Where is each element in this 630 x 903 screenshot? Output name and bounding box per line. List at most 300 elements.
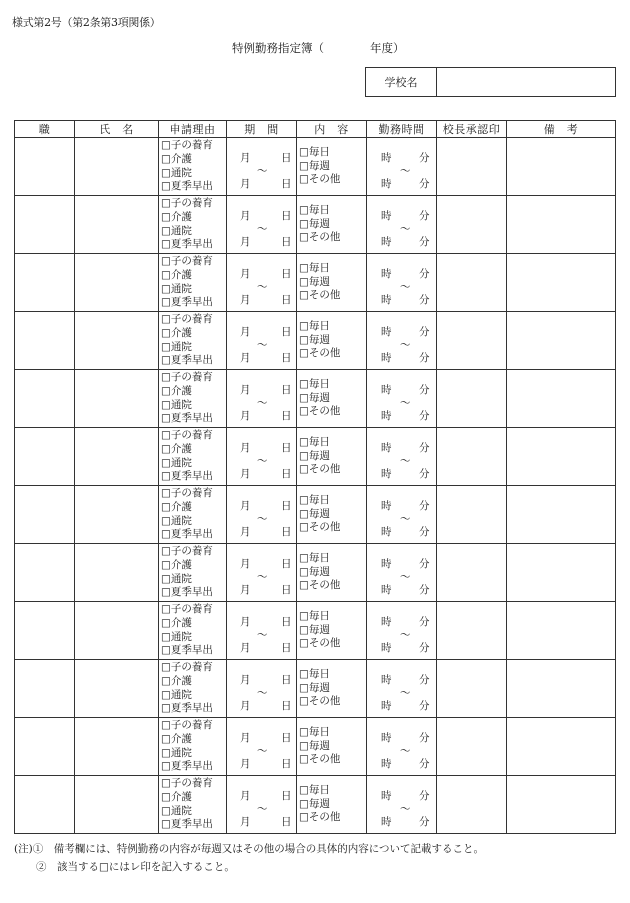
reason-options[interactable] [159,777,226,832]
period-cell[interactable] [227,138,297,196]
period-start-day: 日 [281,790,292,802]
period-fields[interactable] [227,370,296,427]
hours-end-minute: 分 [419,178,430,190]
reason-cell[interactable] [159,196,227,254]
hours-fields[interactable] [367,544,436,601]
remarks-cell[interactable] [507,254,616,312]
header-name: 氏 名 [75,121,159,138]
period-end-day: 日 [281,410,292,422]
period-start-day: 日 [281,442,292,454]
period-end-month: 月 [240,526,251,538]
hours-start-hour: 時 [381,500,392,512]
content-cell[interactable] [297,254,367,312]
hours-cell[interactable] [367,196,437,254]
hours-cell[interactable] [367,486,437,544]
period-tilde: 〜 [257,745,268,757]
hours-end-hour: 時 [381,758,392,770]
table-row [15,776,616,834]
hours-fields[interactable] [367,718,436,775]
reason-cell[interactable] [159,138,227,196]
reason-option: □介護 [161,384,192,397]
period-fields[interactable] [227,486,296,543]
content-cell[interactable] [297,660,367,718]
principal-seal-cell[interactable] [437,718,507,776]
remarks-cell[interactable] [507,776,616,834]
period-end-month: 月 [240,294,251,306]
period-start-day: 日 [281,210,292,222]
content-options[interactable] [297,436,366,477]
period-cell[interactable] [227,312,297,370]
hours-cell[interactable] [367,138,437,196]
period-fields[interactable] [227,138,296,195]
remarks-cell[interactable] [507,138,616,196]
hours-cell[interactable] [367,254,437,312]
remarks-cell[interactable] [507,544,616,602]
table-row [15,718,616,776]
remarks-cell[interactable] [507,660,616,718]
content-cell[interactable] [297,138,367,196]
remarks-cell[interactable] [507,312,616,370]
period-cell[interactable] [227,428,297,486]
table-row [15,428,616,486]
reason-option: □介護 [161,790,192,803]
reason-option: □夏季早出 [161,760,213,773]
reason-option: □子の養育 [161,776,213,789]
period-tilde: 〜 [257,803,268,815]
period-start-day: 日 [281,326,292,338]
content-option: □毎週 [299,797,330,810]
content-option: □その他 [299,463,341,476]
period-start-month: 月 [240,500,251,512]
hours-tilde: 〜 [400,513,411,525]
period-fields[interactable] [227,718,296,775]
period-tilde: 〜 [257,571,268,583]
reason-cell[interactable] [159,370,227,428]
period-fields[interactable] [227,428,296,485]
remarks-cell[interactable] [507,196,616,254]
header-period: 期 間 [227,121,297,138]
header-principal-seal: 校長承認印 [437,121,507,138]
footnotes [14,840,484,876]
reason-option: □介護 [161,732,192,745]
reason-option: □通院 [161,166,192,179]
reason-options[interactable] [159,719,226,774]
content-option: □その他 [299,405,341,418]
period-end-day: 日 [281,178,292,190]
content-option: □毎日 [299,203,330,216]
period-end-month: 月 [240,468,251,480]
remarks-cell[interactable] [507,370,616,428]
header-content: 内 容 [297,121,367,138]
reason-option: □介護 [161,500,192,513]
content-options[interactable] [297,320,366,361]
hours-fields[interactable] [367,254,436,311]
reason-option: □子の養育 [161,138,213,151]
principal-seal-cell[interactable] [437,486,507,544]
hours-fields[interactable] [367,776,436,833]
content-option: □毎週 [299,449,330,462]
name-cell[interactable] [75,312,159,370]
reason-cell[interactable] [159,254,227,312]
position-cell[interactable] [15,196,75,254]
reason-option: □夏季早出 [161,702,213,715]
hours-start-minute: 分 [419,674,430,686]
content-cell[interactable] [297,486,367,544]
hours-cell[interactable] [367,660,437,718]
position-cell[interactable] [15,138,75,196]
reason-option: □通院 [161,746,192,759]
content-options[interactable] [297,378,366,419]
period-cell[interactable] [227,718,297,776]
table-row [15,312,616,370]
hours-tilde: 〜 [400,281,411,293]
period-cell[interactable] [227,776,297,834]
remarks-cell[interactable] [507,428,616,486]
content-options[interactable] [297,146,366,187]
reason-option: □子の養育 [161,312,213,325]
reason-option: □子の養育 [161,718,213,731]
reason-option: □介護 [161,674,192,687]
table-row [15,602,616,660]
reason-options[interactable] [159,371,226,426]
period-cell[interactable] [227,196,297,254]
content-options[interactable] [297,784,366,825]
period-tilde: 〜 [257,455,268,467]
position-cell[interactable] [15,602,75,660]
hours-end-minute: 分 [419,758,430,770]
period-start-month: 月 [240,152,251,164]
content-option: □毎週 [299,739,330,752]
period-end-day: 日 [281,526,292,538]
reason-option: □通院 [161,340,192,353]
content-option: □その他 [299,579,341,592]
content-option: □毎週 [299,507,330,520]
period-cell[interactable] [227,370,297,428]
period-fields[interactable] [227,544,296,601]
hours-start-hour: 時 [381,384,392,396]
content-options[interactable] [297,726,366,767]
content-option: □毎週 [299,217,330,230]
header-position: 職 [15,121,75,138]
name-cell[interactable] [75,776,159,834]
principal-seal-cell[interactable] [437,428,507,486]
reason-options[interactable] [159,255,226,310]
reason-option: □通院 [161,572,192,585]
hours-end-hour: 時 [381,584,392,596]
period-end-month: 月 [240,816,251,828]
table-row [15,138,616,196]
principal-seal-cell[interactable] [437,602,507,660]
period-start-day: 日 [281,674,292,686]
hours-start-minute: 分 [419,558,430,570]
hours-start-hour: 時 [381,442,392,454]
reason-options[interactable] [159,545,226,600]
content-options[interactable] [297,610,366,651]
reason-option: □夏季早出 [161,528,213,541]
content-option: □毎日 [299,667,330,680]
hours-start-minute: 分 [419,210,430,222]
hours-end-hour: 時 [381,642,392,654]
content-option: □毎週 [299,565,330,578]
reason-cell[interactable] [159,428,227,486]
position-cell[interactable] [15,428,75,486]
reason-option: □介護 [161,616,192,629]
remarks-cell[interactable] [507,602,616,660]
hours-tilde: 〜 [400,455,411,467]
content-cell[interactable] [297,312,367,370]
period-fields[interactable] [227,602,296,659]
table-row [15,544,616,602]
period-end-day: 日 [281,758,292,770]
content-cell[interactable] [297,544,367,602]
table-row [15,196,616,254]
content-option: □毎週 [299,623,330,636]
hours-cell[interactable] [367,312,437,370]
reason-option: □夏季早出 [161,644,213,657]
period-end-day: 日 [281,468,292,480]
content-options[interactable] [297,494,366,535]
content-option: □毎日 [299,261,330,274]
name-cell[interactable] [75,254,159,312]
hours-tilde: 〜 [400,687,411,699]
position-cell[interactable] [15,486,75,544]
name-cell[interactable] [75,196,159,254]
period-end-month: 月 [240,410,251,422]
period-tilde: 〜 [257,339,268,351]
name-cell[interactable] [75,602,159,660]
hours-fields[interactable] [367,138,436,195]
content-option: □毎日 [299,493,330,506]
content-options[interactable] [297,668,366,709]
reason-options[interactable] [159,661,226,716]
reason-cell[interactable] [159,544,227,602]
name-cell[interactable] [75,370,159,428]
hours-start-hour: 時 [381,790,392,802]
reason-option: □子の養育 [161,602,213,615]
title-main: 特例勤務指定簿（ [232,41,324,55]
content-cell[interactable] [297,776,367,834]
reason-option: □通院 [161,224,192,237]
hours-start-minute: 分 [419,268,430,280]
hours-start-minute: 分 [419,384,430,396]
position-cell[interactable] [15,776,75,834]
content-option: □毎週 [299,391,330,404]
period-end-day: 日 [281,584,292,596]
hours-end-minute: 分 [419,468,430,480]
content-cell[interactable] [297,602,367,660]
hours-end-minute: 分 [419,410,430,422]
table-header-row [15,121,616,138]
period-tilde: 〜 [257,629,268,641]
hours-fields[interactable] [367,196,436,253]
period-end-month: 月 [240,584,251,596]
hours-start-minute: 分 [419,616,430,628]
hours-end-hour: 時 [381,410,392,422]
content-cell[interactable] [297,428,367,486]
reason-options[interactable] [159,429,226,484]
header-reason: 申請理由 [159,121,227,138]
hours-start-hour: 時 [381,732,392,744]
period-start-month: 月 [240,210,251,222]
page-title [232,40,405,56]
reason-cell[interactable] [159,602,227,660]
hours-fields[interactable] [367,602,436,659]
hours-fields[interactable] [367,370,436,427]
principal-seal-cell[interactable] [437,660,507,718]
period-fields[interactable] [227,660,296,717]
hours-start-minute: 分 [419,326,430,338]
remarks-cell[interactable] [507,486,616,544]
reason-cell[interactable] [159,660,227,718]
table-row [15,254,616,312]
form-number: 様式第2号（第2条第3項関係） [12,16,161,29]
hours-cell[interactable] [367,718,437,776]
period-start-month: 月 [240,326,251,338]
period-end-month: 月 [240,758,251,770]
period-cell[interactable] [227,254,297,312]
school-name-label: 学校名 [366,68,437,96]
period-fields[interactable] [227,196,296,253]
reason-options[interactable] [159,139,226,194]
period-end-day: 日 [281,642,292,654]
principal-seal-cell[interactable] [437,776,507,834]
content-options[interactable] [297,552,366,593]
period-end-day: 日 [281,236,292,248]
reason-option: □子の養育 [161,370,213,383]
hours-start-minute: 分 [419,152,430,164]
reason-options[interactable] [159,313,226,368]
school-name-box [365,67,616,97]
principal-seal-cell[interactable] [437,544,507,602]
name-cell[interactable] [75,428,159,486]
period-start-day: 日 [281,152,292,164]
period-cell[interactable] [227,602,297,660]
content-cell[interactable] [297,718,367,776]
content-option: □毎日 [299,783,330,796]
period-cell[interactable] [227,660,297,718]
hours-fields[interactable] [367,660,436,717]
name-cell[interactable] [75,544,159,602]
period-fields[interactable] [227,312,296,369]
hours-end-minute: 分 [419,584,430,596]
hours-start-hour: 時 [381,152,392,164]
content-option: □その他 [299,347,341,360]
hours-cell[interactable] [367,602,437,660]
hours-end-minute: 分 [419,236,430,248]
name-cell[interactable] [75,660,159,718]
reason-cell[interactable] [159,718,227,776]
period-start-day: 日 [281,732,292,744]
content-option: □毎日 [299,435,330,448]
period-end-month: 月 [240,642,251,654]
hours-start-hour: 時 [381,210,392,222]
school-name-field[interactable] [437,68,615,96]
hours-cell[interactable] [367,776,437,834]
hours-tilde: 〜 [400,803,411,815]
name-cell[interactable] [75,718,159,776]
position-cell[interactable] [15,254,75,312]
principal-seal-cell[interactable] [437,196,507,254]
content-cell[interactable] [297,370,367,428]
hours-end-minute: 分 [419,294,430,306]
hours-fields[interactable] [367,312,436,369]
content-option: □その他 [299,753,341,766]
period-end-day: 日 [281,700,292,712]
position-cell[interactable] [15,660,75,718]
name-cell[interactable] [75,486,159,544]
name-cell[interactable] [75,138,159,196]
period-fields[interactable] [227,254,296,311]
period-cell[interactable] [227,544,297,602]
reason-options[interactable] [159,487,226,542]
hours-fields[interactable] [367,486,436,543]
reason-option: □通院 [161,282,192,295]
principal-seal-cell[interactable] [437,254,507,312]
remarks-cell[interactable] [507,718,616,776]
principal-seal-cell[interactable] [437,312,507,370]
reason-option: □介護 [161,268,192,281]
content-options[interactable] [297,262,366,303]
hours-fields[interactable] [367,428,436,485]
principal-seal-cell[interactable] [437,370,507,428]
period-fields[interactable] [227,776,296,833]
period-end-month: 月 [240,700,251,712]
principal-seal-cell[interactable] [437,138,507,196]
reason-option: □介護 [161,326,192,339]
reason-option: □子の養育 [161,486,213,499]
period-cell[interactable] [227,486,297,544]
hours-cell[interactable] [367,370,437,428]
period-start-day: 日 [281,616,292,628]
period-start-month: 月 [240,616,251,628]
content-cell[interactable] [297,196,367,254]
reason-options[interactable] [159,197,226,252]
content-option: □その他 [299,637,341,650]
content-option: □その他 [299,289,341,302]
reason-option: □子の養育 [161,660,213,673]
hours-end-hour: 時 [381,700,392,712]
reason-cell[interactable] [159,486,227,544]
reason-option: □介護 [161,558,192,571]
hours-start-minute: 分 [419,442,430,454]
hours-cell[interactable] [367,544,437,602]
reason-cell[interactable] [159,312,227,370]
period-start-month: 月 [240,268,251,280]
reason-option: □通院 [161,456,192,469]
hours-start-hour: 時 [381,326,392,338]
reason-option: □夏季早出 [161,818,213,831]
content-option: □その他 [299,231,341,244]
content-option: □毎日 [299,551,330,564]
position-cell[interactable] [15,312,75,370]
position-cell[interactable] [15,718,75,776]
reason-cell[interactable] [159,776,227,834]
reason-option: □夏季早出 [161,586,213,599]
hours-end-minute: 分 [419,526,430,538]
hours-start-hour: 時 [381,616,392,628]
position-cell[interactable] [15,544,75,602]
content-options[interactable] [297,204,366,245]
period-start-day: 日 [281,558,292,570]
hours-cell[interactable] [367,428,437,486]
reason-options[interactable] [159,603,226,658]
content-option: □毎週 [299,333,330,346]
designation-table [14,120,616,834]
content-option: □その他 [299,521,341,534]
hours-end-minute: 分 [419,352,430,364]
hours-end-minute: 分 [419,642,430,654]
position-cell[interactable] [15,370,75,428]
